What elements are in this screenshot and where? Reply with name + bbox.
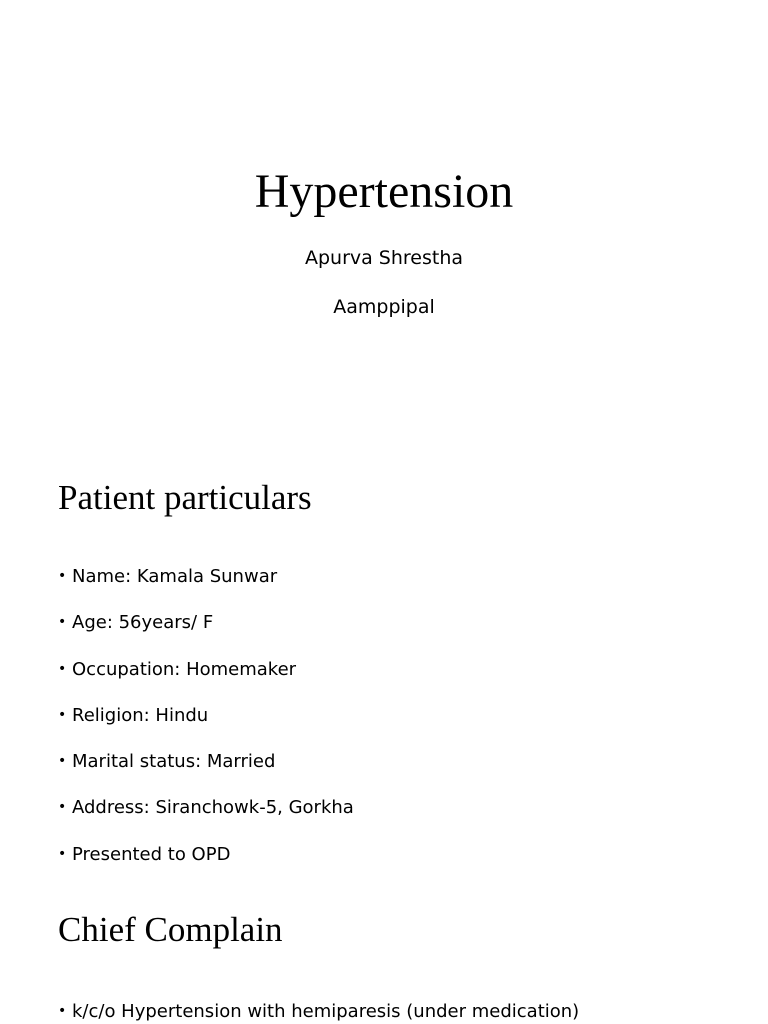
list-item (58, 796, 354, 842)
list-item (58, 1000, 579, 1024)
patient-address-text: Address: Siranchowk-5, Gorkha (72, 797, 354, 819)
author-name: Apurva Shrestha (304, 247, 464, 269)
list-item (58, 750, 354, 796)
patient-particulars-heading: Patient particulars (58, 478, 312, 517)
list-item (58, 843, 354, 889)
patient-name-text: Name: Kamala Sunwar (72, 566, 278, 587)
list-item (58, 658, 354, 704)
bullet-icon: • (58, 660, 67, 677)
patient-occupation-text: Occupation: Homemaker (72, 658, 297, 680)
patient-presentation-text: Presented to OPD (72, 843, 231, 865)
patient-marital-status-text: Marital status: Married (72, 751, 276, 773)
bullet-icon: • (58, 706, 67, 723)
bullet-icon: • (58, 568, 67, 584)
presentation-title: Hypertension (254, 165, 514, 218)
title-slide (0, 0, 768, 440)
chief-complain-text: k/c/o Hypertension with hemiparesis (under medication) (72, 1001, 580, 1022)
list-item (58, 611, 354, 657)
bullet-icon: • (58, 845, 67, 862)
institution-name: Aamppipal (333, 296, 435, 318)
list-item (58, 704, 354, 750)
bullet-icon: • (58, 753, 67, 770)
patient-particulars-list (58, 565, 354, 889)
chief-complain-list (58, 1000, 579, 1024)
chief-complain-heading: Chief Complain (58, 910, 283, 949)
bullet-icon: • (58, 614, 67, 631)
bullet-icon: • (58, 799, 67, 816)
patient-age-text: Age: 56years/ F (72, 612, 214, 634)
bullet-icon: • (58, 1003, 67, 1019)
patient-religion-text: Religion: Hindu (72, 704, 209, 726)
list-item (58, 565, 354, 611)
